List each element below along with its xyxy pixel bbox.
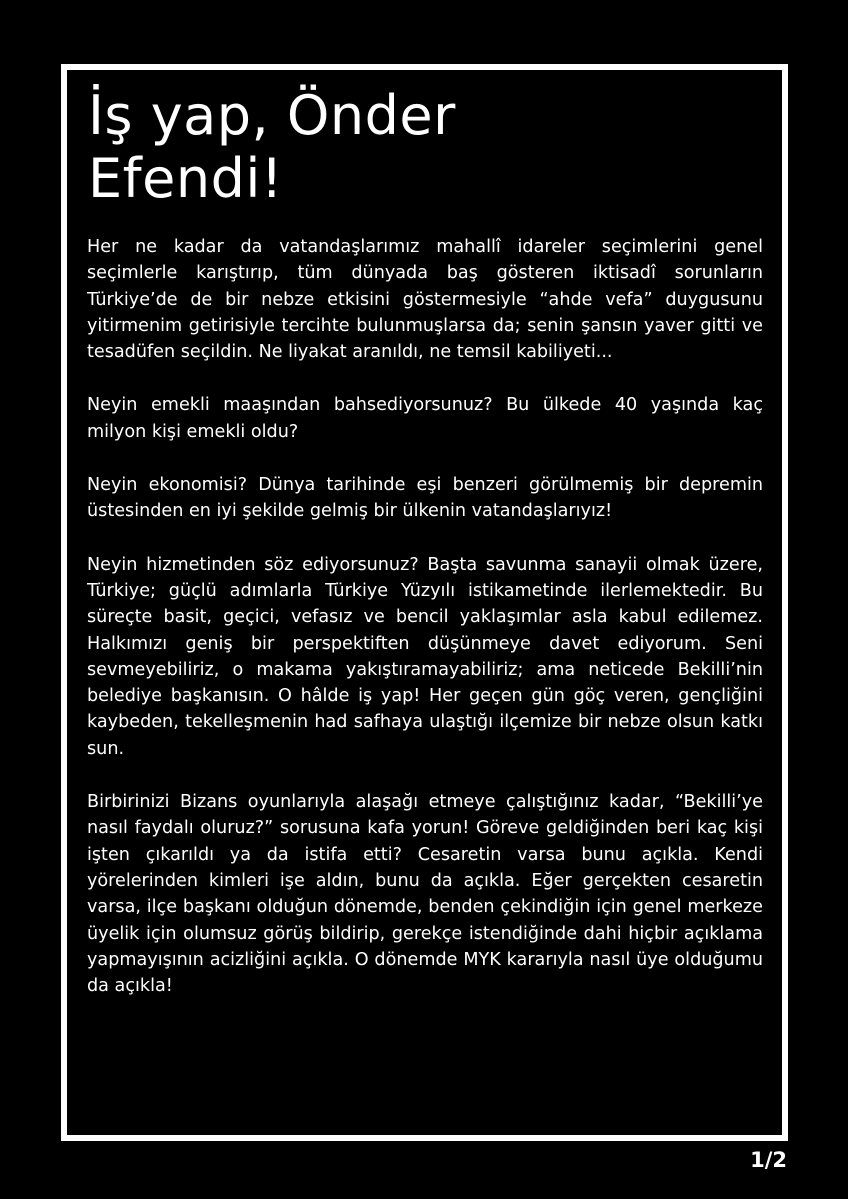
paragraph-2: Neyin emekli maaşından bahsediyorsunuz? Bu ülkede 40 yaşında kaç milyon kişi emekli oldu? <box>87 395 763 442</box>
page-title <box>88 84 456 210</box>
title-line-1: İş yap, Önder <box>88 84 456 147</box>
title-line-2: Efendi! <box>88 147 284 210</box>
paragraph-1: Her ne kadar da vatandaşlarımız mahallî idareler seçimlerini genel seçimlerle karıştırıp, tüm dünyada baş gösteren iktisadî sorunların Türkiye’de de bir nebze etkisini göstermesiyle “ahde vefa” duygusunu yitirmenim getirisiyle tercihte bulunmuşlarsa da; senin şansın yaver gitti ve tesadüfen seçildin. Ne liyakat aranıldı, ne temsil kabiliyeti... <box>87 237 763 363</box>
paragraph-3: Neyin ekonomisi? Dünya tarihinde eşi benzeri görülmemiş bir depremin üstesinden en iyi şekilde gelmiş bir ülkenin vatandaşlarıyız! <box>87 475 763 522</box>
paragraph-5: Birbirinizi Bizans oyunlarıyla alaşağı etmeye çalıştığınız kadar, “Bekilli’ye nasıl faydalı oluruz?” sorusuna kafa yorun! Göreve geldiğinden beri kaç kişi işten çıkarıldı ya da istifa etti? Cesaretin varsa bunu açıkla. Kendi yörelerinden kimleri işe aldın, bunu da açıkla. Eğer gerçekten cesaretin varsa, ilçe başkanı olduğun dönemde, benden çekindiğin için genel merkeze üyelik için olumsuz görüş bildirip, gerekçe istendiğinde dahi hiçbir açıklama yapmayışının acizliğini açıkla. O dönemde MYK kararıyla nasıl üye olduğumu da açıkla! <box>87 792 763 997</box>
page-number: 1/2 <box>750 1148 787 1172</box>
paragraph-4: Neyin hizmetinden söz ediyorsunuz? Başta savunma sanayii olmak üzere, Türkiye; güçlü adımlarla Türkiye Yüzyılı istikametinde ilerlemektedir. Bu süreçte basit, geçici, vefasız ve bencil yaklaşımlar asla kabul edilemez. Halkımızı geniş bir perspektiften düşünmeye davet ediyorum. Seni sevmeyebiliriz, o makama yakıştıramayabiliriz; ama neticede Bekilli’nin belediye başkanısın. O hâlde iş yap! Her geçen gün göç veren, gençliğini kaybeden, tekelleşmenin had safhaya ulaştığı ilçemize bir nebze olsun katkı sun. <box>87 554 763 759</box>
article-body <box>87 234 763 999</box>
